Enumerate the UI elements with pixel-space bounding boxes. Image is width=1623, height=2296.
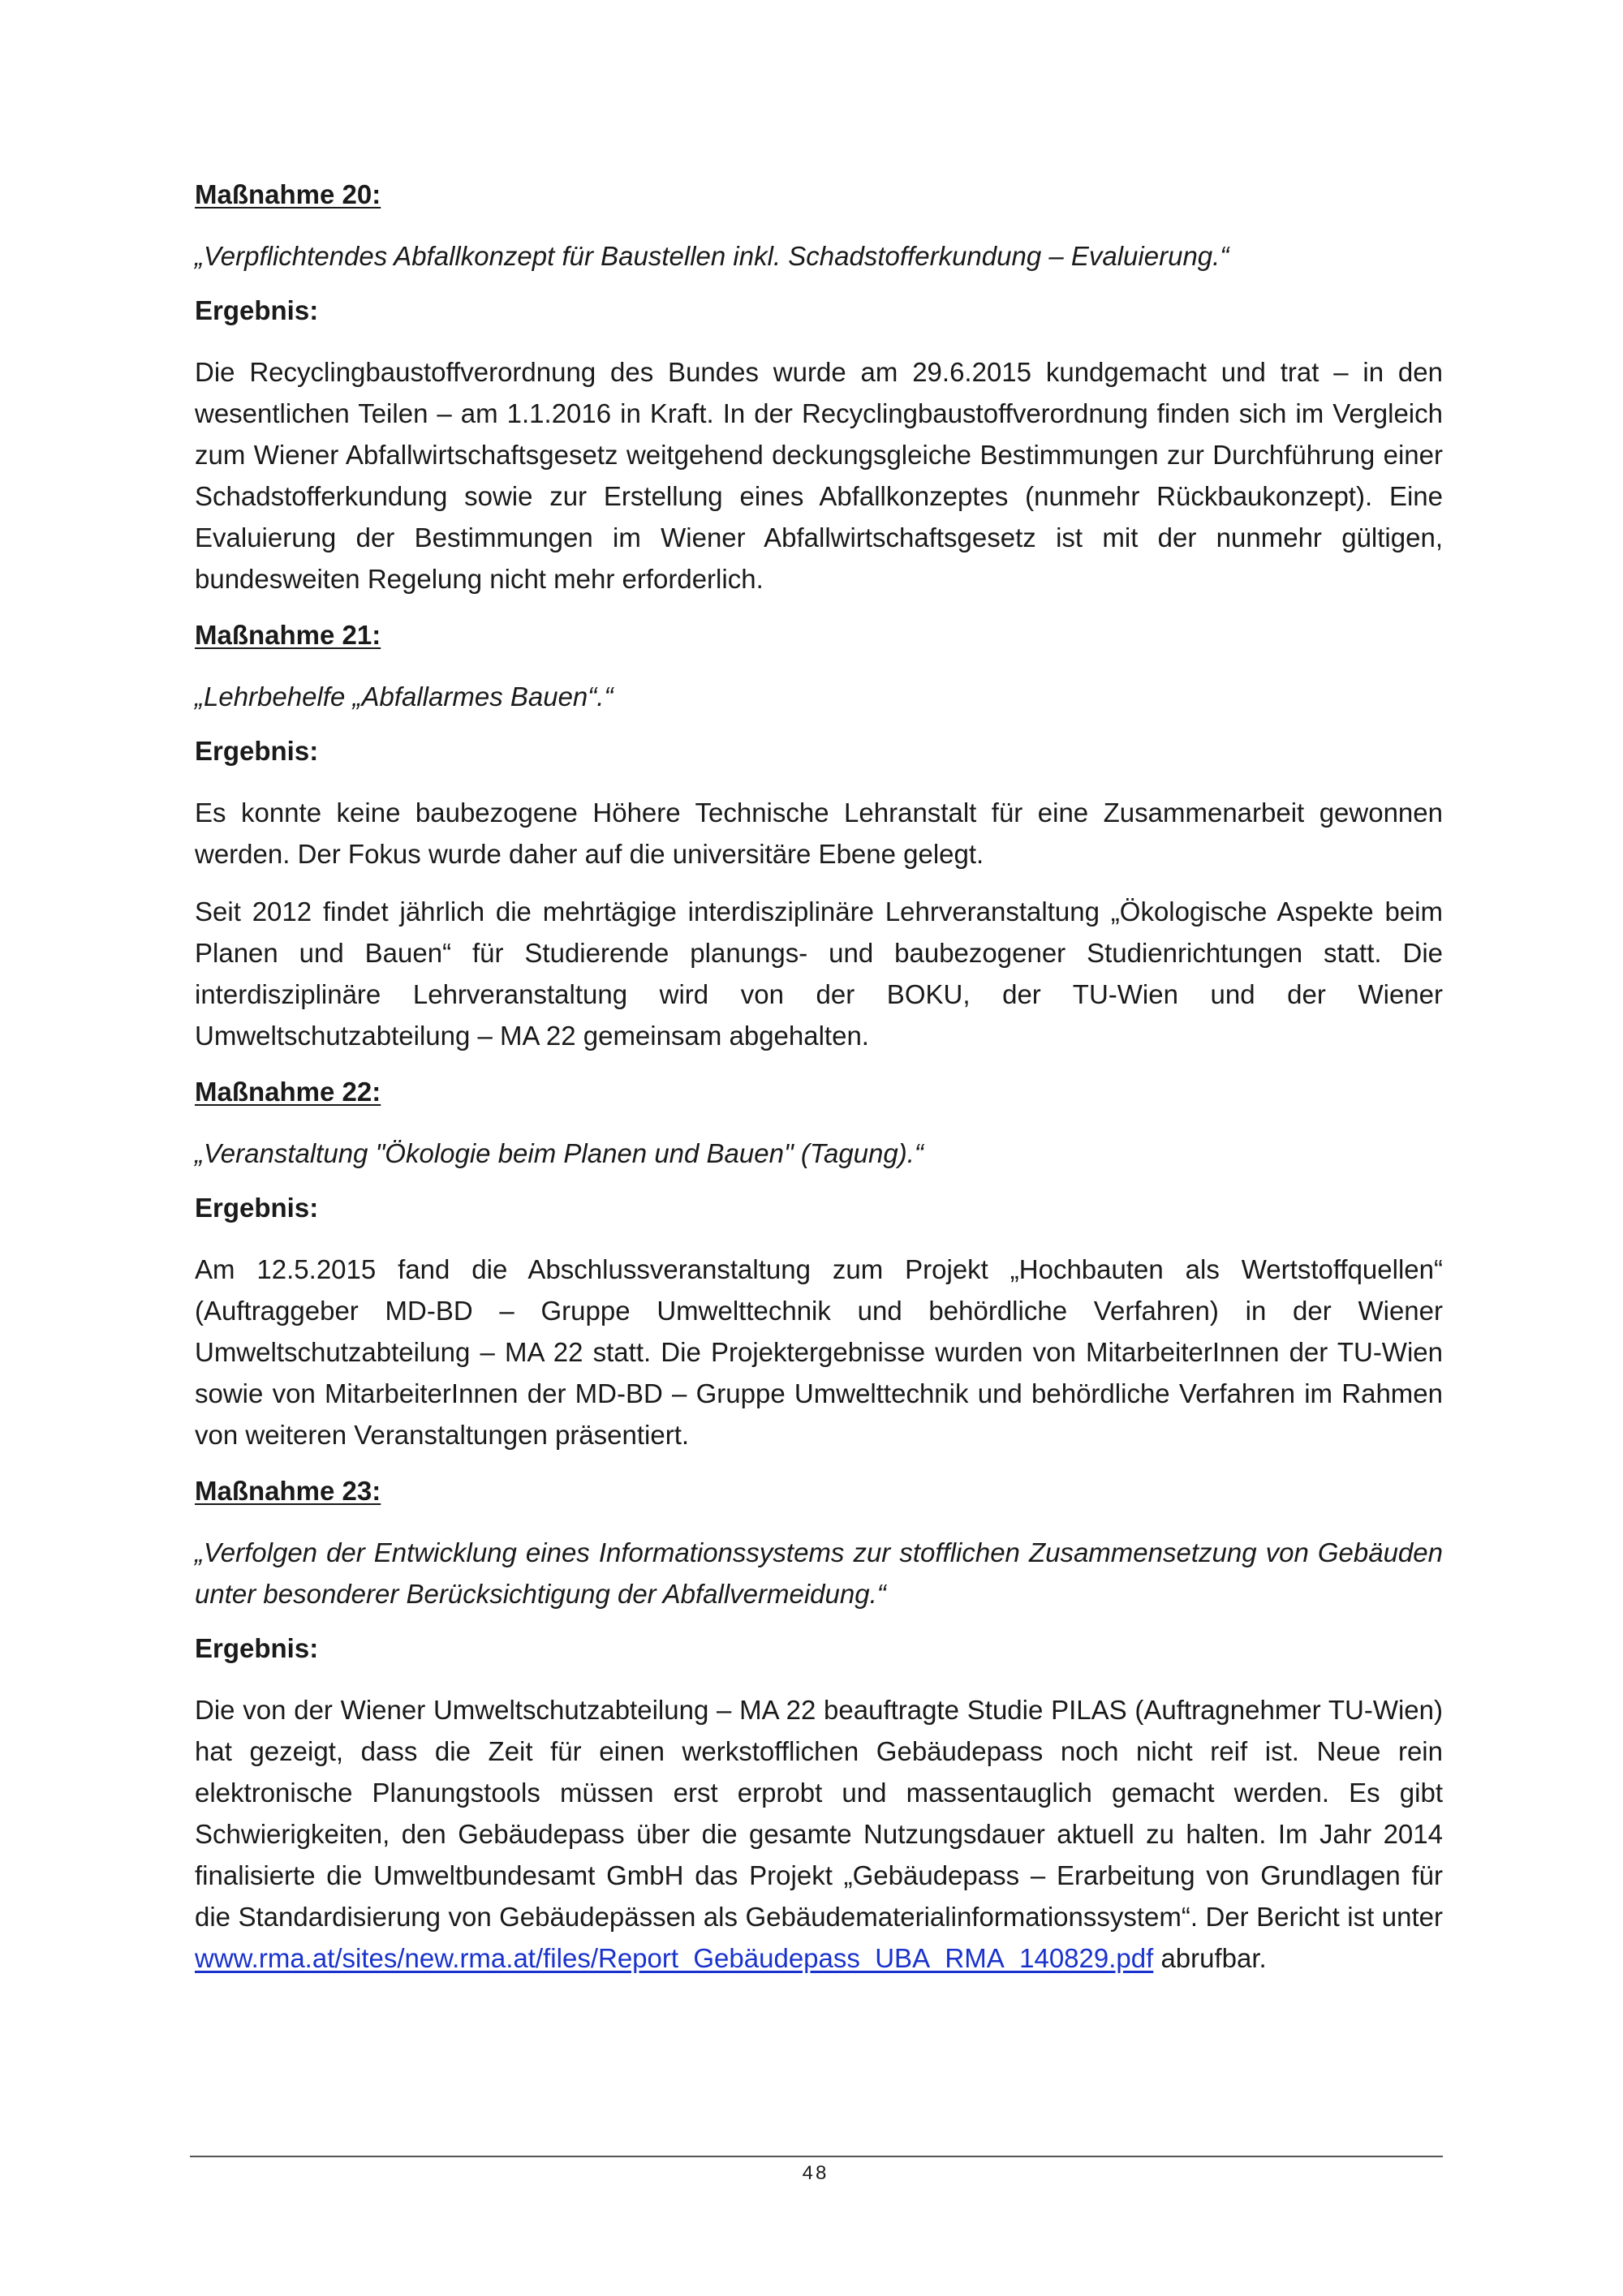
section-title-23: Maßnahme 23: [195,1476,381,1506]
result-label-21: Ergebnis: [195,736,319,766]
report-link[interactable]: www.rma.at/sites/new.rma.at/files/Report_Gebäudepass_UBA_RMA_140829.pdf [195,1943,1154,1973]
section-paragraph-21-2: Seit 2012 findet jährlich die mehrtägige interdisziplinäre Lehrveranstaltung „Ökologische Aspekte beim Planen und Bauen“ für Studierende planungs- und baubezogener Studienrichtungen statt. Die interdisziplinäre Lehrveranstaltung wird von der BOKU, der TU-Wien und der Wiener Umweltschutzabteilung – MA 22 gemeinsam abgehalten. [195,896,1443,1051]
section-quote-22: „Veranstaltung "Ökologie beim Planen und Bauen" (Tagung).“ [195,1138,923,1168]
section-paragraph-21-1: Es konnte keine baubezogene Höhere Technische Lehranstalt für eine Zusammenarbeit gewonnen werden. Der Fokus wurde daher auf die universitäre Ebene gelegt. [195,798,1443,869]
result-label-23: Ergebnis: [195,1633,319,1663]
document-page [195,178,1443,1995]
section-paragraph-23-1 [195,1689,1443,1979]
page-number: 48 [802,2162,829,2184]
section-title-21: Maßnahme 21: [195,620,381,650]
section-paragraph-22-1: Am 12.5.2015 fand die Abschlussveranstaltung zum Projekt „Hochbauten als Wertstoffquellen“ (Auftraggeber MD-BD – Gruppe Umwelttechnik und behördliche Verfahren) in der Wiener Umweltschutzabteilung – MA 22 statt. Die Projektergebnisse wurden von MitarbeiterInnen der TU-Wien sowie von MitarbeiterInnen der MD-BD – Gruppe Umwelttechnik und behördliche Verfahren im Rahmen von weiteren Veranstaltungen präsentiert. [195,1254,1443,1450]
section-title-20: Maßnahme 20: [195,179,381,209]
footer-divider [190,2156,1443,2157]
section-paragraph-20-1: Die Recyclingbaustoffverordnung des Bundes wurde am 29.6.2015 kundgemacht und trat – in den wesentlichen Teilen – am 1.1.2016 in Kraft. In der Recyclingbaustoffverordnung finden sich im Vergleich zum Wiener Abfallwirtschaftsgesetz weitgehend deckungsgleiche Bestimmungen zur Durchführung einer Schadstofferkundung sowie zur Erstellung eines Abfallkonzeptes (nunmehr Rückbaukonzept). Eine Evaluierung der Bestimmungen im Wiener Abfallwirtschaftsgesetz ist mit der nunmehr gültigen, bundesweiten Regelung nicht mehr erforderlich. [195,357,1443,594]
result-label-22: Ergebnis: [195,1193,319,1223]
result-label-20: Ergebnis: [195,295,319,325]
section-quote-21: „Lehrbehelfe „Abfallarmes Bauen“.“ [195,681,613,712]
paragraph-text-before-link: Die von der Wiener Umweltschutzabteilung – MA 22 beauftragte Studie PILAS (Auftragnehmer TU-Wien) hat gezeigt, dass die Zeit für einen werkstofflichen Gebäudepass noch nicht reif ist. Neue rein elektronische Planungstools müssen erst erprobt und massentauglich gemacht werden. Es gibt Schwierigkeiten, den Gebäudepass über die gesamte Nutzungsdauer aktuell zu halten. Im Jahr 2014 finalisierte die Umweltbundesamt GmbH das Projekt „Gebäudepass – Erarbeitung von Grundlagen für die Standardisierung von Gebäudepässen als Gebäudematerialinformationssystem“. Der Bericht ist unter [195,1695,1443,1932]
section-quote-23: „Verfolgen der Entwicklung eines Informationssystems zur stofflichen Zusammensetzung von Gebäuden unter besonderer Berücksichtigung der Abfallvermeidung.“ [195,1537,1443,1609]
section-quote-20: „Verpflichtendes Abfallkonzept für Baustellen inkl. Schadstofferkundung – Evaluierung.“ [195,241,1229,271]
paragraph-text-after-link: abrufbar. [1153,1943,1267,1973]
section-title-22: Maßnahme 22: [195,1077,381,1107]
